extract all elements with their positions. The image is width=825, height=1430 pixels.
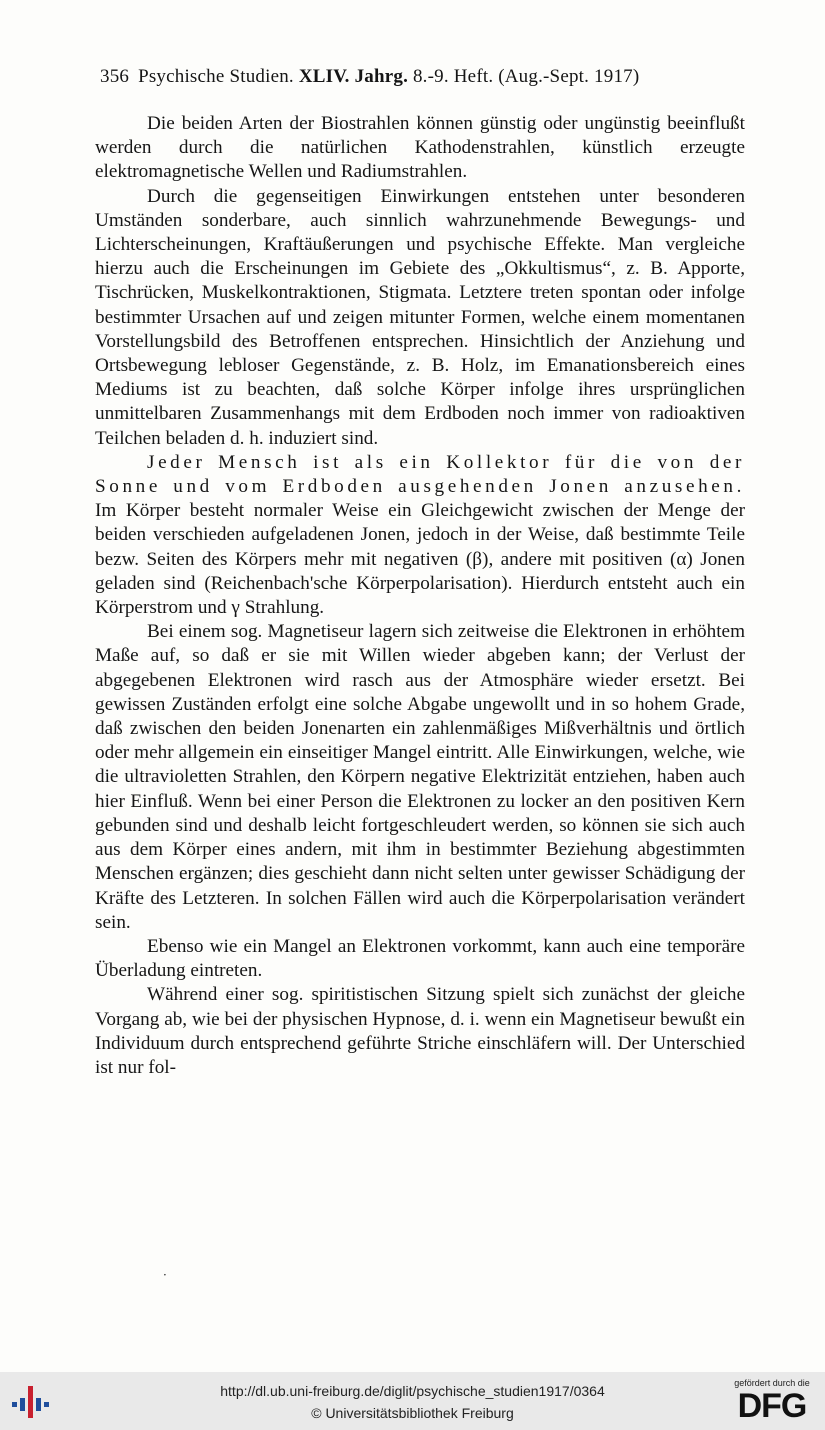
digitization-footer bbox=[0, 1372, 825, 1430]
journal-title: Psychische Studien. bbox=[138, 66, 294, 87]
dfg-logo bbox=[724, 1378, 820, 1426]
source-url-link[interactable]: http://dl.ub.uni-freiburg.de/diglit/psychische_studien1917/0364 bbox=[220, 1383, 605, 1399]
paragraph: Während einer sog. spiritistischen Sitzung spielt sich zunächst der gleiche Vorgang ab, wie bei der physischen Hypnose, d. i. wenn ein Magnetiseur bewußt ein Individuum durch entsprechend geführte Striche einschläfern will. Der Unterschied ist nur fol- bbox=[95, 984, 745, 1078]
page-number: 356 bbox=[100, 66, 130, 87]
running-head bbox=[100, 66, 755, 88]
issue-period: (Aug.-Sept. 1917) bbox=[498, 66, 640, 87]
emphasized-sentence: Jeder Mensch ist als ein Kollektor für die von der Sonne und vom Erdboden ausgehenden Jonen anzusehen. bbox=[95, 451, 745, 498]
copyright-notice: © Universitätsbibliothek Freiburg bbox=[311, 1405, 514, 1421]
dfg-wordmark: DFG bbox=[737, 1387, 807, 1425]
scan-speck: · bbox=[163, 1268, 167, 1282]
volume-label: XLIV. Jahrg. bbox=[298, 66, 409, 87]
paragraph: Bei einem sog. Magnetiseur lagern sich zeitweise die Elektronen in erhöhtem Maße auf, so daß er sie mit Willen wieder abgeben kann; der Verlust der abgegebenen Elektronen wird rasch aus der Atmosphäre wieder ersetzt. Bei gewissen Zuständen erfolgt eine solche Abgabe ungewollt und in so hohem Grade, daß zwischen den beiden Jonenarten ein zahlenmäßiges Mißverhältnis und örtlich oder mehr allgemein ein einseitiger Mangel eintritt. Alle Einwirkungen, welche, wie die ultravioletten Strahlen, den Körpern negative Elektrizität entziehen, haben auch hier Einfluß. Wenn bei einer Person die Elektronen zu locker an den positiven Kern gebunden sind und deshalb leicht fortgeschleudert werden, so können sie sich auch aus dem Körper eines andern, mit ihm in bestimmter Beziehung abgestimmten Menschen ergänzen; dies geschieht dann nicht selten unter gewisser Schädigung der Kräfte des Letzteren. In solchen Fällen wird auch die Körperpolarisation verändert sein. bbox=[95, 621, 745, 933]
paragraph: Ebenso wie ein Mangel an Elektronen vorkommt, kann auch eine temporäre Überladung eintreten. bbox=[95, 935, 745, 982]
paragraph-continuation: Im Körper besteht normaler Weise ein Gleichgewicht zwischen der Menge der beiden verschieden aufgeladenen Jonen, jedoch in der Weise, daß bestimmte Teile bezw. Seiten des Körpers mehr mit negativen (β), andere mit positiven (α) Jonen geladen sind (Reichenbach'sche Körperpolarisation). Hierdurch entsteht auch ein Körperstrom und γ Strahlung. bbox=[95, 500, 745, 619]
paragraph: Die beiden Arten der Biostrahlen können günstig oder ungünstig beeinflußt werden durch die natürlichen Kathodenstrahlen, künstlich erzeugte elektromagnetische Wellen und Radiumstrahlen. bbox=[95, 113, 745, 183]
article-body bbox=[95, 112, 745, 1080]
paragraph bbox=[95, 451, 745, 620]
issue-label: 8.-9. Heft. bbox=[412, 66, 494, 87]
dfg-caption: gefördert durch die bbox=[734, 1378, 810, 1388]
paragraph: Durch die gegenseitigen Einwirkungen entstehen unter besonderen Umständen sonderbare, auch sinnlich wahrzunehmende Bewegungs- und Lichterscheinungen, Kraftäußerungen und psychische Effekte. Man vergleiche hierzu auch die Erscheinungen im Gebiete des „Okkultismus“, z. B. Apporte, Tischrücken, Muskelkontraktionen, Stigmata. Letztere treten spontan oder infolge bestimmter Ursachen auf und zeigen mitunter Formen, welche einem momentanen Vorstellungsbild des Betroffenen entsprechen. Hinsichtlich der Anziehung und Ortsbewegung lebloser Gegenstände, z. B. Holz, im Emanationsbereich eines Mediums ist zu beachten, daß solche Körper infolge ihres ursprünglichen unmittelbaren Zusammenhangs mit dem Erdboden noch immer von radioaktiven Teilchen beladen d. h. induziert sind. bbox=[95, 185, 745, 449]
